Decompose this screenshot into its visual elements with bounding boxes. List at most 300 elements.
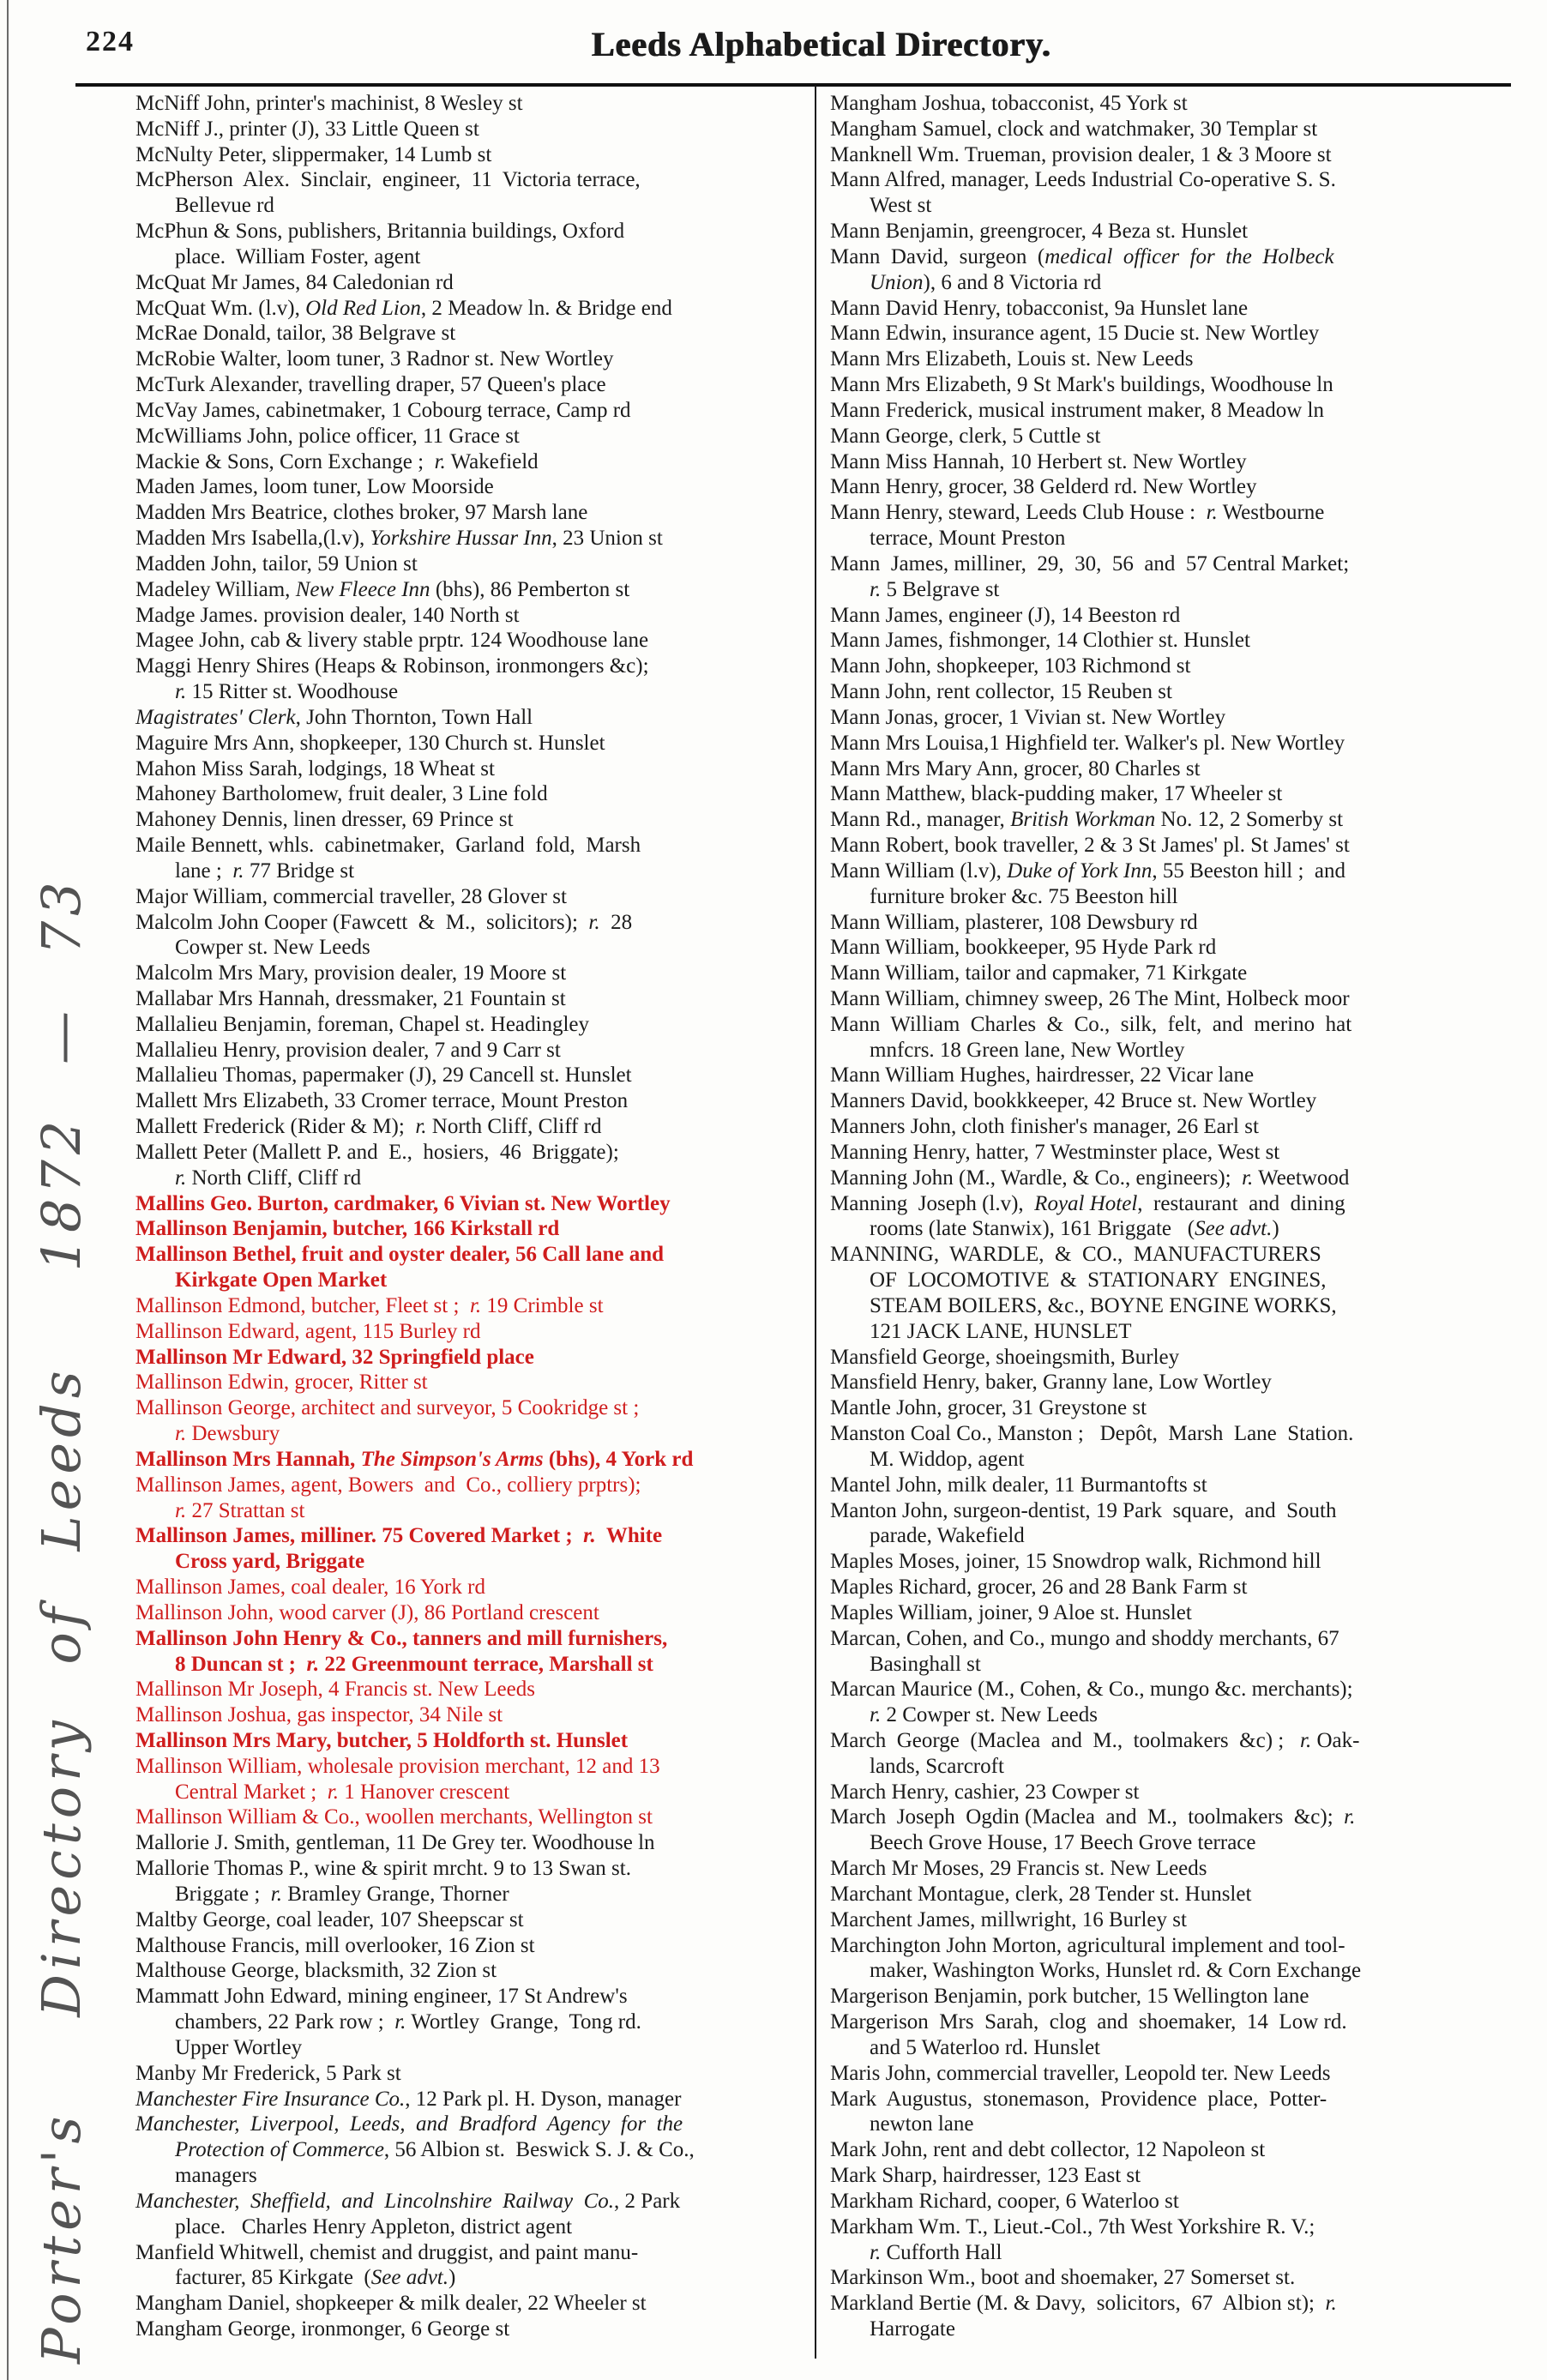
directory-entry-line xyxy=(135,1293,813,1319)
entry-text-segment: Mallinson Edwin, grocer, Ritter st xyxy=(135,1371,428,1395)
entry-text-segment: r. xyxy=(327,1780,339,1804)
entry-text-segment: Manchester Fire Insurance Co. xyxy=(135,2087,406,2111)
entry-text-segment: Magistrates' Clerk xyxy=(135,705,296,729)
entry-text-segment: r. xyxy=(394,2010,406,2034)
entry-text-segment: rooms (late Stanwix), 161 Briggate ( xyxy=(870,1217,1195,1241)
directory-entry-line xyxy=(830,731,1509,756)
entry-text-segment: Mann Frederick, musical instrument maker, 8 Meadow ln xyxy=(830,398,1324,422)
directory-entry-line xyxy=(830,1575,1509,1600)
directory-entry-line xyxy=(830,756,1509,782)
directory-entry-line xyxy=(830,526,1509,551)
directory-entry-line xyxy=(135,1907,813,1933)
directory-entry-line xyxy=(830,346,1509,372)
directory-entry-line xyxy=(135,1319,813,1345)
entry-text-segment: Briggate ; xyxy=(175,1882,271,1906)
entry-text-segment: Mann Mrs Elizabeth, 9 St Mark's buildings, Woodhouse ln xyxy=(830,373,1333,397)
entry-text-segment: Magee John, cab & livery stable prptr. 124 Woodhouse lane xyxy=(135,629,649,653)
directory-entry-line xyxy=(830,398,1509,424)
directory-entry-line xyxy=(135,1728,813,1754)
entry-text-segment: , 56 Albion st. Beswick S. J. & Co., xyxy=(383,2138,695,2162)
directory-entry-line xyxy=(135,731,813,756)
directory-entry-line xyxy=(830,1958,1509,1984)
entry-text-segment: Mann William (l.v), xyxy=(830,859,1008,883)
entry-text-segment: McQuat Mr James, 84 Caledonian rd xyxy=(135,270,454,294)
directory-entry-line xyxy=(830,2061,1509,2087)
entry-text-segment: Mann Mrs Mary Ann, grocer, 80 Charles st xyxy=(830,756,1201,780)
entry-text-segment: Mangham George, ironmonger, 6 George st xyxy=(135,2317,510,2341)
directory-entry-line xyxy=(830,2265,1509,2291)
entry-text-segment: r. xyxy=(175,680,187,704)
entry-text-segment: 8 Duncan st ; xyxy=(175,1652,307,1676)
directory-entry-line xyxy=(830,474,1509,500)
directory-entry-line xyxy=(135,603,813,629)
entry-text-segment: OF LOCOMOTIVE & STATIONARY ENGINES, xyxy=(870,1268,1327,1292)
entry-text-segment: Manchester, Sheffield, and Lincolnshire Railway Co. xyxy=(135,2189,615,2213)
entry-text-segment: Cufforth Hall xyxy=(881,2240,1002,2264)
directory-entry-line xyxy=(830,1088,1509,1114)
directory-entry-line xyxy=(135,756,813,782)
entry-text-segment: Mansfield Henry, baker, Granny lane, Low Wortley xyxy=(830,1371,1272,1395)
entry-text-segment: M. Widdop, agent xyxy=(870,1447,1025,1471)
entry-text-segment: Cowper st. New Leeds xyxy=(175,936,370,960)
entry-text-segment: Mallinson John Henry & Co., tanners and mill furnishers, xyxy=(135,1626,668,1650)
entry-text-segment: March Mr Moses, 29 Francis st. New Leeds xyxy=(830,1857,1207,1881)
directory-entry-line xyxy=(135,654,813,679)
entry-text-segment: McNulty Peter, slippermaker, 14 Lumb st xyxy=(135,142,492,166)
entry-text-segment: Mallabar Mrs Hannah, dressmaker, 21 Fountain st xyxy=(135,986,566,1010)
directory-entry-line xyxy=(830,1652,1509,1678)
entry-text-segment: Mann Mrs Louisa,1 Highfield ter. Walker's pl. New Wortley xyxy=(830,731,1345,755)
entry-text-segment: r. xyxy=(1299,1729,1312,1752)
directory-entry-line xyxy=(830,1933,1509,1959)
directory-entry-line xyxy=(135,424,813,449)
directory-entry-line xyxy=(135,219,813,244)
directory-entry-line xyxy=(135,2087,813,2112)
entry-text-segment: r. xyxy=(583,1524,596,1548)
directory-entry-line xyxy=(830,1780,1509,1805)
entry-text-segment: Mann Henry, grocer, 38 Gelderd rd. New Wortley xyxy=(830,475,1257,499)
entry-text-segment: Mantle John, grocer, 31 Greystone st xyxy=(830,1396,1147,1420)
entry-text-segment: Mann George, clerk, 5 Cuttle st xyxy=(830,424,1101,448)
directory-entry-line xyxy=(830,1166,1509,1191)
directory-entry-line xyxy=(135,1063,813,1088)
directory-entry-line xyxy=(830,551,1509,577)
directory-entry-line xyxy=(135,2112,813,2137)
directory-entry-line xyxy=(135,500,813,526)
directory-entry-line xyxy=(135,961,813,986)
entry-text-segment: Mallinson Mrs Hannah, xyxy=(135,1447,361,1471)
directory-entry-line xyxy=(830,935,1509,961)
directory-entry-line xyxy=(830,1293,1509,1319)
directory-entry-line xyxy=(135,1012,813,1038)
directory-entry-line xyxy=(135,1626,813,1652)
directory-entry-line xyxy=(135,1166,813,1191)
entry-text-segment: McRobie Walter, loom tuner, 3 Radnor st. New Wortley xyxy=(135,347,614,371)
entry-text-segment: West st xyxy=(870,194,932,218)
directory-entry-line xyxy=(135,679,813,705)
entry-text-segment: Mansfield George, shoeingsmith, Burley xyxy=(830,1345,1180,1369)
directory-entry-line xyxy=(830,1600,1509,1626)
directory-entry-line xyxy=(830,1447,1509,1473)
entry-text-segment: Mallinson William & Co., woollen merchants, Wellington st xyxy=(135,1805,653,1829)
entry-text-segment: facturer, 85 Kirkgate ( xyxy=(175,2266,371,2290)
directory-entry-line xyxy=(830,2009,1509,2035)
entry-text-segment: Mann John, shopkeeper, 103 Richmond st xyxy=(830,654,1191,678)
entry-text-segment: Mann Miss Hannah, 10 Herbert st. New Wortley xyxy=(830,449,1247,473)
page-title: Leeds Alphabetical Directory. xyxy=(592,25,1051,63)
directory-entry-line xyxy=(830,167,1509,193)
entry-text-segment: r. xyxy=(469,1293,482,1317)
entry-text-segment: Mallinson Benjamin, butcher, 166 Kirkstall rd xyxy=(135,1217,560,1241)
directory-entry-line xyxy=(135,1191,813,1217)
directory-entry-line xyxy=(135,1882,813,1907)
entry-text-segment: r. xyxy=(270,1882,282,1906)
directory-entry-line xyxy=(830,1319,1509,1345)
entry-text-segment: Maguire Mrs Ann, shopkeeper, 130 Church st. Hunslet xyxy=(135,731,605,755)
directory-entry-line xyxy=(135,1523,813,1549)
entry-text-segment: , 23 Union st xyxy=(551,527,663,551)
entry-text-segment: Mann Edwin, insurance agent, 15 Ducie st. New Wortley xyxy=(830,322,1320,346)
entry-text-segment: furniture broker &c. 75 Beeston hill xyxy=(870,884,1178,908)
directory-entry-line xyxy=(830,2240,1509,2266)
entry-text-segment: Manning John (M., Wardle, & Co., engineers); xyxy=(830,1166,1243,1190)
directory-entry-line xyxy=(830,577,1509,603)
entry-text-segment: r. xyxy=(588,910,600,934)
directory-entry-line xyxy=(830,1395,1509,1421)
entry-text-segment: Markham Richard, cooper, 6 Waterloo st xyxy=(830,2189,1179,2213)
directory-entry-line xyxy=(830,2291,1509,2317)
entry-text-segment: Weetwood xyxy=(1253,1166,1350,1190)
entry-text-segment: Mallinson Mr Edward, 32 Springfield place xyxy=(135,1345,534,1369)
entry-text-segment: 121 JACK LANE, HUNSLET xyxy=(870,1319,1132,1343)
entry-text-segment: r. xyxy=(1344,1805,1356,1829)
entry-text-segment: , 2 Meadow ln. & Bridge end xyxy=(420,296,672,320)
entry-text-segment: r. xyxy=(870,2240,882,2264)
entry-text-segment: managers xyxy=(175,2164,257,2188)
entry-text-segment: McQuat Wm. (l.v), xyxy=(135,296,306,320)
directory-entry-line xyxy=(830,1242,1509,1268)
directory-entry-line xyxy=(135,193,813,219)
entry-text-segment: North Cliff, Cliff rd xyxy=(426,1115,602,1139)
entry-text-segment: Harrogate xyxy=(870,2317,955,2341)
directory-entry-line xyxy=(830,1268,1509,1293)
entry-text-segment: Mallins Geo. Burton, cardmaker, 6 Vivian st. New Wortley xyxy=(135,1191,671,1215)
entry-text-segment: place. Charles Henry Appleton, district agent xyxy=(175,2214,573,2238)
directory-entry-line xyxy=(830,2137,1509,2163)
entry-text-segment: Marchent James, millwright, 16 Burley st xyxy=(830,1907,1187,1931)
entry-text-segment: Mann Jonas, grocer, 1 Vivian st. New Wortley xyxy=(830,705,1226,729)
directory-entry-line xyxy=(135,1933,813,1959)
entry-text-segment: Marchington John Morton, agricultural implement and tool- xyxy=(830,1933,1345,1957)
entry-text-segment: Union xyxy=(870,270,924,294)
directory-entry-line xyxy=(135,372,813,398)
entry-text-segment: Manknell Wm. Trueman, provision dealer, 1 & 3 Moore st xyxy=(830,142,1332,166)
entry-text-segment: medical officer for the Holbeck xyxy=(1044,244,1334,268)
entry-text-segment: Mallalieu Thomas, papermaker (J), 29 Cancell st. Hunslet xyxy=(135,1063,632,1088)
directory-entry-line xyxy=(135,1140,813,1166)
entry-text-segment: Malcolm John Cooper (Fawcett & M., solicitors); xyxy=(135,910,589,934)
directory-entry-line xyxy=(135,398,813,424)
entry-text-segment: 1 Hanover crescent xyxy=(338,1780,510,1804)
entry-text-segment: Bramley Grange, Thorner xyxy=(282,1882,509,1906)
entry-text-segment: Malthouse George, blacksmith, 32 Zion st xyxy=(135,1959,497,1983)
directory-entry-line xyxy=(830,91,1509,117)
entry-text-segment: Major William, commercial traveller, 28 Glover st xyxy=(135,884,567,908)
entry-text-segment: r. xyxy=(870,1703,882,1727)
entry-text-segment: Maples Richard, grocer, 26 and 28 Bank Farm st xyxy=(830,1576,1248,1600)
entry-text-segment: terrace, Mount Preston xyxy=(870,527,1066,551)
entry-text-segment: Mallinson George, architect and surveyor, 5 Cookridge st ; xyxy=(135,1396,640,1420)
entry-text-segment: lane ; xyxy=(175,859,233,883)
directory-entry-line xyxy=(135,270,813,296)
entry-text-segment: Bellevue rd xyxy=(175,194,274,218)
entry-text-segment: McVay James, cabinetmaker, 1 Cobourg terrace, Camp rd xyxy=(135,398,631,422)
entry-text-segment: Cross yard, Briggate xyxy=(175,1550,365,1574)
entry-text-segment: STEAM BOILERS, &c., BOYNE ENGINE WORKS, xyxy=(870,1293,1337,1317)
entry-text-segment: Yorkshire Hussar Inn xyxy=(370,527,552,551)
directory-entry-line xyxy=(830,193,1509,219)
directory-entry-line xyxy=(830,1805,1509,1830)
directory-entry-line xyxy=(830,1421,1509,1447)
entry-text-segment: 2 Cowper st. New Leeds xyxy=(881,1703,1098,1727)
entry-text-segment: Mark Sharp, hairdresser, 123 East st xyxy=(830,2164,1141,2188)
directory-entry-line xyxy=(830,142,1509,168)
entry-text-segment: ) xyxy=(1272,1217,1279,1241)
directory-entry-line xyxy=(830,1754,1509,1780)
directory-entry-line xyxy=(830,2317,1509,2342)
directory-entry-line xyxy=(830,219,1509,244)
directory-entry-line xyxy=(830,859,1509,884)
directory-entry-line xyxy=(830,1830,1509,1856)
entry-text-segment: Mann William Hughes, hairdresser, 22 Vicar lane xyxy=(830,1063,1255,1088)
entry-text-segment: North Cliff, Cliff rd xyxy=(186,1166,362,1190)
directory-entry-line xyxy=(135,1242,813,1268)
directory-entry-line xyxy=(135,1421,813,1447)
directory-entry-line xyxy=(135,577,813,603)
entry-text-segment: Mann William Charles & Co., silk, felt, and merino hat xyxy=(830,1012,1352,1036)
entry-text-segment: Malthouse Francis, mill overlooker, 16 Zion st xyxy=(135,1933,535,1957)
entry-text-segment: Maile Bennett, whls. cabinetmaker, Garland fold, Marsh xyxy=(135,834,641,858)
directory-entry-line xyxy=(135,2163,813,2189)
directory-entry-line xyxy=(135,526,813,551)
entry-text-segment: Margerison Benjamin, pork butcher, 15 Wellington lane xyxy=(830,1985,1309,2009)
directory-entry-line xyxy=(135,321,813,346)
directory-entry-line xyxy=(135,2214,813,2240)
entry-text-segment: chambers, 22 Park row ; xyxy=(175,2010,395,2034)
directory-entry-line xyxy=(830,1140,1509,1166)
directory-entry-line xyxy=(135,1677,813,1702)
directory-entry-line xyxy=(135,1830,813,1856)
entry-text-segment: , 12 Park pl. H. Dyson, manager xyxy=(405,2087,682,2111)
entry-text-segment: Mallett Mrs Elizabeth, 33 Cromer terrace, Mount Preston xyxy=(135,1089,629,1113)
directory-entry-line xyxy=(830,1370,1509,1395)
directory-entry-line xyxy=(135,705,813,731)
directory-entry-line xyxy=(830,1728,1509,1754)
entry-text-segment: r. xyxy=(306,1652,320,1676)
entry-text-segment: r. xyxy=(1206,501,1218,525)
entry-text-segment: McPherson Alex. Sinclair, engineer, 11 Victoria terrace, xyxy=(135,168,641,192)
directory-entry-line xyxy=(135,2265,813,2291)
entry-text-segment: Mark John, rent and debt collector, 12 Napoleon st xyxy=(830,2138,1266,2162)
entry-text-segment: Mallinson Bethel, fruit and oyster dealer, 56 Call lane and xyxy=(135,1243,665,1267)
directory-entry-line xyxy=(135,1805,813,1830)
directory-entry-line xyxy=(135,2189,813,2214)
entry-text-segment: Mackie & Sons, Corn Exchange ; xyxy=(135,449,435,473)
page-number: 224 xyxy=(86,26,135,57)
directory-entry-line xyxy=(135,628,813,654)
entry-text-segment: Madeley William, xyxy=(135,577,296,601)
entry-text-segment: Duke of York Inn xyxy=(1007,859,1153,883)
entry-text-segment: Basinghall st xyxy=(870,1652,981,1676)
directory-entry-line xyxy=(830,2087,1509,2112)
directory-entry-line xyxy=(135,884,813,910)
entry-text-segment: 28 xyxy=(599,910,633,934)
entry-text-segment: place. William Foster, agent xyxy=(175,244,421,268)
column-divider-rule xyxy=(815,86,816,2359)
entry-text-segment: and 5 Waterloo rd. Hunslet xyxy=(870,2035,1100,2059)
entry-text-segment: McNiff J., printer (J), 33 Little Queen st xyxy=(135,117,479,141)
entry-text-segment: Madden John, tailor, 59 Union st xyxy=(135,551,418,575)
directory-entry-line xyxy=(830,117,1509,142)
entry-text-segment: r. xyxy=(870,577,882,601)
directory-entry-line xyxy=(135,910,813,936)
entry-text-segment: r. xyxy=(175,1166,187,1190)
entry-text-segment: , 2 Park xyxy=(614,2189,681,2213)
directory-column-left xyxy=(135,91,813,2342)
entry-text-segment: Kirkgate Open Market xyxy=(175,1268,388,1292)
entry-text-segment: Mann Mrs Elizabeth, Louis st. New Leeds xyxy=(830,347,1194,371)
entry-text-segment: Mangham Joshua, tobacconist, 45 York st xyxy=(830,92,1188,115)
directory-entry-line xyxy=(135,781,813,807)
directory-entry-line xyxy=(830,1038,1509,1063)
entry-text-segment: newton lane xyxy=(870,2112,974,2136)
entry-text-segment: Margerison Mrs Sarah, clog and shoemaker, 14 Low rd. xyxy=(830,2010,1347,2034)
entry-text-segment: Protection of Commerce xyxy=(175,2138,384,2162)
entry-text-segment: r. xyxy=(434,449,446,473)
entry-text-segment: Dewsbury xyxy=(186,1422,280,1446)
entry-text-segment: r. xyxy=(232,859,244,883)
entry-text-segment: March Joseph Ogdin (Maclea and M., toolmakers &c); xyxy=(830,1805,1345,1829)
entry-text-segment: r. xyxy=(415,1115,427,1139)
entry-text-segment: Mallett Peter (Mallett P. and E., hosiers, 46 Briggate); xyxy=(135,1140,619,1164)
margin-note-word: Directory of Leeds xyxy=(29,1365,93,2017)
directory-entry-line xyxy=(135,1038,813,1063)
entry-text-segment: Maggi Henry Shires (Heaps & Robinson, ironmongers &c); xyxy=(135,654,649,678)
directory-entry-line xyxy=(830,679,1509,705)
directory-entry-line xyxy=(135,1702,813,1728)
directory-entry-line xyxy=(135,1473,813,1498)
entry-text-segment: See advt. xyxy=(370,2266,448,2290)
directory-entry-line xyxy=(830,449,1509,475)
entry-text-segment: Mann Rd., manager, xyxy=(830,808,1011,832)
directory-entry-line xyxy=(135,807,813,833)
entry-text-segment: Marcan Maurice (M., Cohen, & Co., mungo &c. merchants); xyxy=(830,1678,1353,1702)
entry-text-segment: Oak- xyxy=(1311,1729,1360,1752)
directory-entry-line xyxy=(135,1958,813,1984)
entry-text-segment: Mallalieu Benjamin, foreman, Chapel st. Headingley xyxy=(135,1012,590,1036)
entry-text-segment: parade, Wakefield xyxy=(870,1524,1025,1548)
directory-entry-line xyxy=(830,910,1509,936)
entry-text-segment: Maris John, commercial traveller, Leopold ter. New Leeds xyxy=(830,2061,1331,2085)
directory-entry-line xyxy=(135,117,813,142)
directory-entry-line xyxy=(830,1063,1509,1088)
entry-text-segment: Mann David Henry, tobacconist, 9a Hunslet lane xyxy=(830,296,1249,320)
directory-entry-line xyxy=(135,142,813,168)
directory-entry-line xyxy=(830,2214,1509,2240)
entry-text-segment: Mallorie J. Smith, gentleman, 11 De Grey ter. Woodhouse ln xyxy=(135,1831,655,1855)
directory-entry-line xyxy=(135,2035,813,2061)
entry-text-segment: ) xyxy=(448,2266,456,2290)
directory-entry-line xyxy=(830,296,1509,322)
entry-text-segment: Mammatt John Edward, mining engineer, 17 St Andrew's xyxy=(135,1985,628,2009)
entry-text-segment: Old Red Lion xyxy=(305,296,421,320)
directory-entry-line xyxy=(830,884,1509,910)
entry-text-segment: Marchant Montague, clerk, 28 Tender st. Hunslet xyxy=(830,1882,1252,1906)
entry-text-segment: Mallett Frederick (Rider & M); xyxy=(135,1115,416,1139)
directory-entry-line xyxy=(135,1780,813,1805)
entry-text-segment: Mahon Miss Sarah, lodgings, 18 Wheat st xyxy=(135,756,495,780)
entry-text-segment: McWilliams John, police officer, 11 Grace st xyxy=(135,424,520,448)
directory-entry-line xyxy=(830,1114,1509,1140)
directory-entry-line xyxy=(135,935,813,961)
entry-text-segment: Wortley Grange, Tong rd. xyxy=(406,2010,641,2034)
entry-text-segment: Maden James, loom tuner, Low Moorside xyxy=(135,475,494,499)
entry-text-segment: Mann Alfred, manager, Leeds Industrial Co-operative S. S. xyxy=(830,168,1336,192)
entry-text-segment: Malcolm Mrs Mary, provision dealer, 19 Moore st xyxy=(135,961,567,985)
entry-text-segment: Mann John, rent collector, 15 Reuben st xyxy=(830,680,1172,704)
directory-entry-line xyxy=(135,1370,813,1395)
directory-entry-line xyxy=(135,2317,813,2342)
entry-text-segment: The Simpson's Arms xyxy=(360,1447,544,1471)
entry-text-segment: Manners John, cloth finisher's manager, 26 Earl st xyxy=(830,1115,1259,1139)
directory-entry-line xyxy=(830,1626,1509,1652)
entry-text-segment: McTurk Alexander, travelling draper, 57 Queen's place xyxy=(135,373,606,397)
directory-entry-line xyxy=(830,2112,1509,2137)
directory-entry-line xyxy=(830,1012,1509,1038)
directory-entry-line xyxy=(135,1088,813,1114)
directory-entry-line xyxy=(830,628,1509,654)
entry-text-segment: New Fleece Inn xyxy=(295,577,430,601)
directory-entry-line xyxy=(135,167,813,193)
entry-text-segment: Mann William, tailor and capmaker, 71 Kirkgate xyxy=(830,961,1248,985)
entry-text-segment: mnfcrs. 18 Green lane, New Wortley xyxy=(870,1038,1185,1062)
entry-text-segment: Mann James, milliner, 29, 30, 56 and 57 Central Market; xyxy=(830,551,1350,575)
directory-entry-line xyxy=(135,1984,813,2009)
directory-entry-line xyxy=(135,833,813,859)
directory-entry-line xyxy=(830,1984,1509,2009)
margin-note-word: Porter's xyxy=(29,2111,93,2364)
entry-text-segment: Royal Hotel xyxy=(1034,1191,1138,1215)
directory-entry-line xyxy=(135,1754,813,1780)
entry-text-segment: Upper Wortley xyxy=(175,2035,303,2059)
entry-text-segment: Mallinson William, wholesale provision merchant, 12 and 13 xyxy=(135,1754,660,1778)
entry-text-segment: Manby Mr Frederick, 5 Park st xyxy=(135,2061,401,2085)
directory-entry-line xyxy=(135,2061,813,2087)
entry-text-segment: 27 Strattan st xyxy=(186,1498,305,1522)
entry-text-segment: Manning Joseph (l.v), xyxy=(830,1191,1035,1215)
directory-entry-line xyxy=(830,1907,1509,1933)
directory-entry-line xyxy=(830,986,1509,1012)
directory-entry-line xyxy=(135,1345,813,1371)
directory-entry-line xyxy=(830,807,1509,833)
entry-text-segment: Mann Benjamin, greengrocer, 4 Beza st. Hunslet xyxy=(830,220,1249,244)
entry-text-segment: Mahoney Bartholomew, fruit dealer, 3 Line fold xyxy=(135,782,548,806)
directory-entry-line xyxy=(135,1600,813,1626)
directory-entry-line xyxy=(135,474,813,500)
directory-entry-line xyxy=(830,372,1509,398)
entry-text-segment: McNiff John, printer's machinist, 8 Wesley st xyxy=(135,92,523,115)
directory-entry-line xyxy=(830,1523,1509,1549)
